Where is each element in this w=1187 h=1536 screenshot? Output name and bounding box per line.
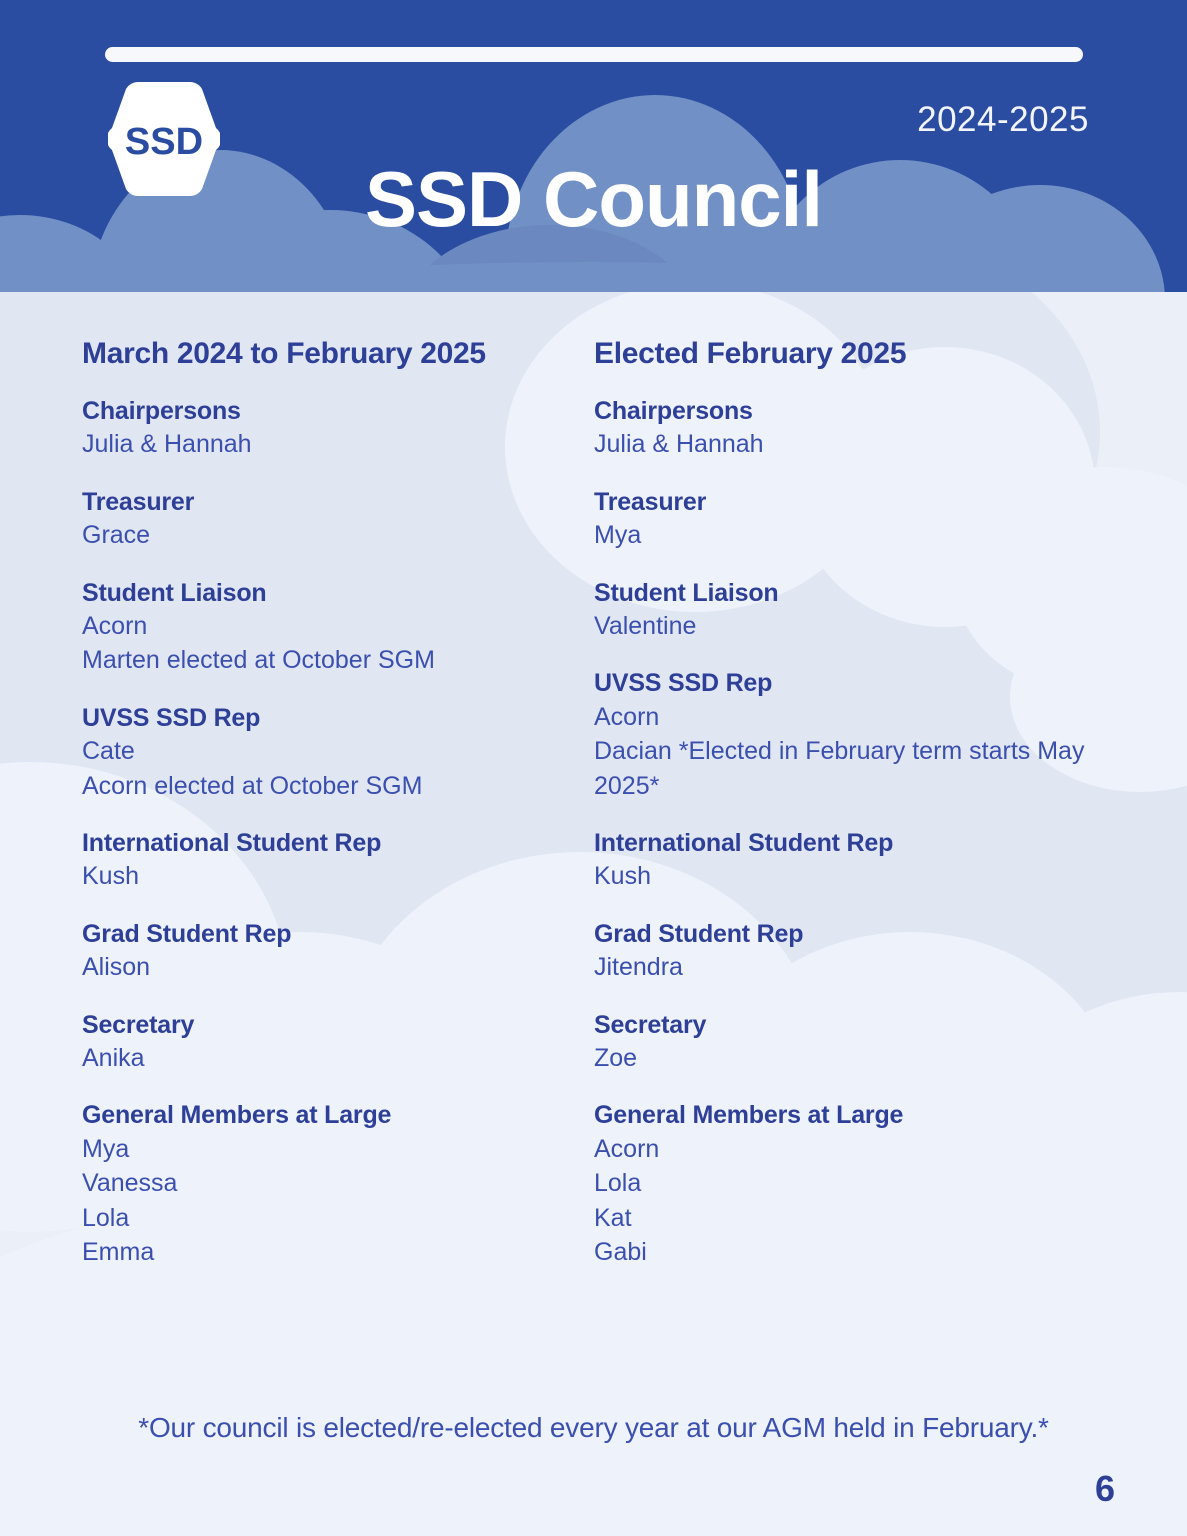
role-member: Mya xyxy=(594,521,642,549)
role-member: Julia & Hannah xyxy=(594,430,764,459)
role-title: International Student Rep xyxy=(82,829,382,857)
role-member: Kush xyxy=(82,862,139,891)
role-title: Grad Student Rep xyxy=(82,919,292,948)
page-title: SSD Council xyxy=(364,155,823,243)
footnote-text: *Our council is elected/re-elected every year at our AGM held in February.* xyxy=(138,1412,1049,1443)
role-member: Valentine xyxy=(594,611,697,640)
role-block xyxy=(82,919,582,985)
role-member: Kush xyxy=(594,862,651,891)
role-block xyxy=(594,578,1114,644)
role-title: UVSS SSD Rep xyxy=(594,669,773,698)
role-title: Student Liaison xyxy=(82,578,267,607)
role-member: Dacian *Elected in February term starts May 2025* xyxy=(594,737,1085,800)
role-block xyxy=(82,828,582,894)
role-member: Acorn elected at October SGM xyxy=(82,771,423,800)
role-title: International Student Rep xyxy=(594,829,894,857)
role-block xyxy=(594,919,1114,985)
role-title: General Members at Large xyxy=(82,1101,392,1130)
role-member: Mya xyxy=(82,1134,130,1163)
column-previous-term xyxy=(82,292,582,1270)
role-title: Treasurer xyxy=(82,487,195,516)
role-member: Acorn xyxy=(82,611,148,640)
role-member: Jitendra xyxy=(594,953,683,981)
role-member: Acorn xyxy=(594,702,660,731)
role-block xyxy=(82,578,582,678)
role-title: General Members at Large xyxy=(594,1101,904,1130)
council-content xyxy=(0,292,1187,1536)
role-block xyxy=(82,487,582,553)
role-title: UVSS SSD Rep xyxy=(82,703,261,732)
role-block xyxy=(82,1100,582,1269)
role-block xyxy=(82,396,582,462)
role-member: Lola xyxy=(594,1169,642,1197)
role-member: Alison xyxy=(82,953,151,981)
role-member: Gabi xyxy=(594,1238,647,1266)
role-title: Chairpersons xyxy=(82,397,241,425)
role-title: Secretary xyxy=(594,1010,707,1039)
role-title: Treasurer xyxy=(594,487,707,516)
ssd-hexagon-logo-icon xyxy=(108,78,220,200)
role-block xyxy=(594,1010,1114,1076)
role-title: Student Liaison xyxy=(594,578,779,607)
role-block xyxy=(82,703,582,803)
role-member: Anika xyxy=(82,1043,145,1072)
role-block xyxy=(82,1010,582,1076)
role-block xyxy=(594,668,1114,803)
role-member: Emma xyxy=(82,1238,155,1266)
ssd-logo-text: SSD xyxy=(124,121,204,163)
column-elected-feb-2025 xyxy=(594,292,1114,1270)
role-member: Kat xyxy=(594,1203,632,1232)
role-member: Vanessa xyxy=(82,1169,178,1197)
role-member: Julia & Hannah xyxy=(82,430,252,459)
role-member: Acorn xyxy=(594,1134,660,1163)
role-block xyxy=(594,1100,1114,1269)
role-member: Grace xyxy=(82,521,151,549)
role-member: Cate xyxy=(82,737,135,765)
role-member: Marten elected at October SGM xyxy=(82,646,435,675)
role-block xyxy=(594,487,1114,553)
column-heading-previous-term: March 2024 to February 2025 xyxy=(82,337,486,370)
year-range-label: 2024-2025 xyxy=(917,100,1089,139)
role-block xyxy=(594,396,1114,462)
poster-header xyxy=(0,0,1187,292)
header-accent-bar xyxy=(105,47,1083,62)
role-title: Grad Student Rep xyxy=(594,919,804,948)
column-heading-elected-feb-2025: Elected February 2025 xyxy=(594,337,907,370)
role-block xyxy=(594,828,1114,894)
role-title: Secretary xyxy=(82,1010,195,1039)
role-title: Chairpersons xyxy=(594,397,753,425)
page-number: 6 xyxy=(1094,1468,1115,1509)
role-member: Lola xyxy=(82,1203,130,1232)
role-member: Zoe xyxy=(594,1043,638,1072)
